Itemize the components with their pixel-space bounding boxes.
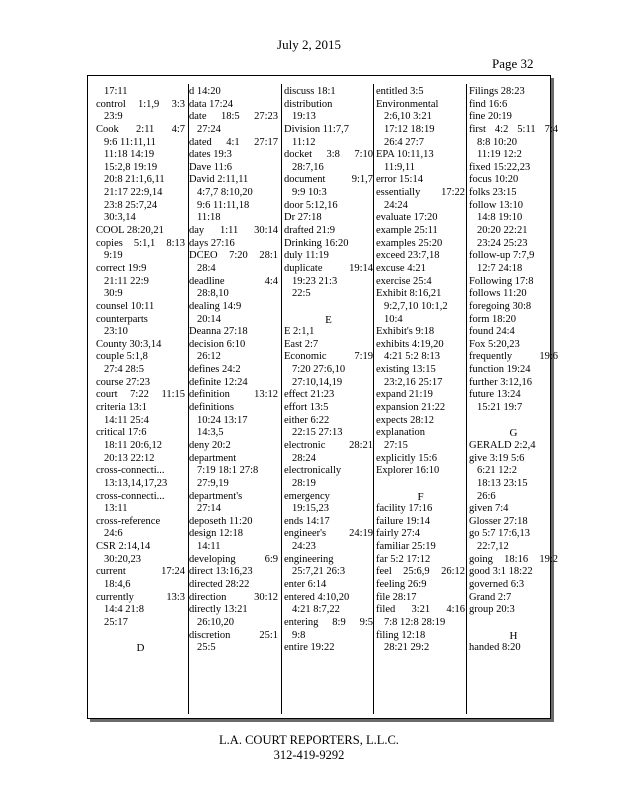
index-entry-line: filed 3:21 4:16 bbox=[376, 604, 465, 616]
index-entry-line: 15:2,8 19:19 bbox=[104, 161, 158, 173]
index-entry-line: 22:7,12 bbox=[477, 541, 509, 553]
index-entry-line: DCEO 7:20 28:1 bbox=[189, 250, 278, 262]
index-entry-line: entered 4:10,20 bbox=[284, 591, 350, 603]
word-index-frame bbox=[87, 75, 558, 719]
index-entry-line: 7:20 27:6,10 bbox=[292, 364, 346, 376]
index-entry-line: Cook 2:11 4:7 bbox=[96, 123, 185, 135]
index-entry-line: 21:11 22:9 bbox=[104, 275, 149, 287]
index-column-3 bbox=[284, 86, 373, 710]
index-entry-line: ends 14:17 bbox=[284, 515, 330, 527]
index-entry-line: effect 21:23 bbox=[284, 389, 335, 401]
index-entry-line: essentially 17:22 bbox=[376, 187, 465, 199]
index-entry-line: directly 13:21 bbox=[189, 604, 248, 616]
index-entry-line: 22:5 bbox=[292, 288, 311, 300]
index-entry-line: defines 24:2 bbox=[189, 364, 241, 376]
index-entry-line: further 3:12,16 bbox=[469, 376, 532, 388]
index-entry-line: 13:13,14,17,23 bbox=[104, 477, 168, 489]
footer-company: L.A. COURT REPORTERS, L.L.C. bbox=[219, 733, 399, 747]
index-entry-line: East 2:7 bbox=[284, 338, 319, 350]
index-entry-line: Environmental bbox=[376, 98, 439, 110]
index-entry-line: Division 11:7,7 bbox=[284, 123, 349, 135]
index-entry-line: definitions bbox=[189, 402, 234, 414]
index-entry-line: 21:17 22:9,14 bbox=[104, 187, 163, 199]
index-entry-line: 24:24 bbox=[384, 199, 408, 211]
column-divider bbox=[373, 84, 374, 714]
index-entry-line: critical 17:6 bbox=[96, 427, 147, 439]
index-entry-line: 4:7,7 8:10,20 bbox=[197, 187, 253, 199]
index-entry-line: document 9:1,7 bbox=[284, 174, 373, 186]
index-entry-line: 20:20 22:21 bbox=[477, 225, 528, 237]
column-divider bbox=[281, 84, 282, 714]
page-date: July 2, 2015 bbox=[277, 37, 341, 52]
index-entry-line: 28:21 29:2 bbox=[384, 642, 430, 654]
index-entry-line: examples 25:20 bbox=[376, 237, 443, 249]
index-entry-line: focus 10:20 bbox=[469, 174, 519, 186]
index-entry-line: 14:8 19:10 bbox=[477, 212, 523, 224]
index-column-4 bbox=[376, 86, 465, 710]
index-entry-line: 18:11 20:6,12 bbox=[104, 439, 162, 451]
index-entry-line: definite 12:24 bbox=[189, 376, 248, 388]
index-entry-line: discuss 18:1 bbox=[284, 86, 336, 97]
index-entry-line: drafted 21:9 bbox=[284, 225, 336, 237]
index-entry-line: couple 5:1,8 bbox=[96, 351, 148, 363]
index-entry-line: 27:14 bbox=[197, 503, 221, 515]
index-entry-line: 19:15,23 bbox=[292, 503, 330, 515]
index-entry-line: date 18:5 27:23 bbox=[189, 111, 278, 123]
index-entry-line: Drinking 16:20 bbox=[284, 237, 349, 249]
index-entry-line: 14:11 25:4 bbox=[104, 414, 149, 426]
index-entry-line: dated 4:1 27:17 bbox=[189, 136, 278, 148]
index-entry-line: 23:24 25:23 bbox=[477, 237, 528, 249]
index-entry-line: 6:21 12:2 bbox=[477, 465, 517, 477]
index-entry-line: dealing 14:9 bbox=[189, 300, 242, 312]
index-entry-line: department bbox=[189, 452, 237, 464]
index-entry-line: 25:7,21 26:3 bbox=[292, 566, 346, 578]
index-entry-line: enter 6:14 bbox=[284, 578, 327, 590]
index-entry-line: 19:13 bbox=[292, 111, 316, 123]
index-entry-line: 10:24 13:17 bbox=[197, 414, 248, 426]
index-entry-line: 26:4 27:7 bbox=[384, 136, 424, 148]
index-entry-line: find 16:6 bbox=[469, 98, 508, 110]
index-entry-line bbox=[469, 415, 558, 428]
index-entry-line: 11:12 bbox=[292, 136, 316, 148]
index-entry-line: fine 20:19 bbox=[469, 111, 512, 123]
index-entry-line: deposeth 11:20 bbox=[189, 515, 253, 527]
index-entry-line: design 12:18 bbox=[189, 528, 243, 540]
index-entry-line: 26:10,20 bbox=[197, 616, 235, 628]
index-entry-line: CSR 2:14,14 bbox=[96, 541, 151, 553]
index-entry-line: department's bbox=[189, 490, 243, 502]
index-entry-line: Economic 7:19 bbox=[284, 351, 373, 363]
index-entry-line: EPA 10:11,13 bbox=[376, 149, 434, 161]
index-column-2 bbox=[189, 86, 278, 710]
index-entry-line: directed 28:22 bbox=[189, 578, 250, 590]
index-entry-line: 2:6,10 3:21 bbox=[384, 111, 432, 123]
index-entry-line: 28:4 bbox=[197, 262, 216, 274]
index-entry-line: Fox 5:20,23 bbox=[469, 338, 520, 350]
index-entry-line: 30:3,14 bbox=[104, 212, 136, 224]
index-entry-line: good 3:1 18:22 bbox=[469, 566, 533, 578]
index-entry-line: 28:7,16 bbox=[292, 161, 324, 173]
index-entry-line: either 6:22 bbox=[284, 414, 330, 426]
index-entry-line: follow-up 7:7,9 bbox=[469, 250, 535, 262]
index-entry-line: counterparts bbox=[96, 313, 148, 325]
index-entry-line: data 17:24 bbox=[189, 98, 234, 110]
index-entry-line: 22:15 27:13 bbox=[292, 427, 343, 439]
index-entry-line: 27:15 bbox=[384, 439, 408, 451]
index-entry-line: correct 19:9 bbox=[96, 262, 147, 274]
index-entry-line: court 7:22 11:15 bbox=[96, 389, 185, 401]
index-entry-line: 23:8 25:7,24 bbox=[104, 199, 158, 211]
index-entry-line: engineering bbox=[284, 553, 334, 565]
index-entry-line: 20:8 21:1,6,11 bbox=[104, 174, 165, 186]
index-entry-line: expects 28:12 bbox=[376, 414, 435, 426]
index-entry-line: 11:9,11 bbox=[384, 161, 416, 173]
index-entry-line: exercise 25:4 bbox=[376, 275, 432, 287]
index-entry-line: failure 19:14 bbox=[376, 515, 430, 527]
index-entry-line: electronic 28:21 bbox=[284, 439, 373, 451]
index-entry-line: found 24:4 bbox=[469, 326, 515, 338]
index-entry-line bbox=[376, 478, 465, 491]
index-entry-line: 28:8,10 bbox=[197, 288, 229, 300]
index-entry-line: door 5:12,16 bbox=[284, 199, 338, 211]
index-entry-line: d 14:20 bbox=[189, 86, 221, 97]
index-entry-line: Dave 11:6 bbox=[189, 161, 233, 173]
index-entry-line: County 30:3,14 bbox=[96, 338, 162, 350]
index-entry-line: filing 12:18 bbox=[376, 629, 426, 641]
index-entry-line: 27:24 bbox=[197, 123, 221, 135]
index-entry-line: 24:6 bbox=[104, 528, 123, 540]
index-entry-line: Exhibit's 9:18 bbox=[376, 326, 435, 338]
index-entry-line: excuse 4:21 bbox=[376, 262, 426, 274]
index-entry-line: exhibits 4:19,20 bbox=[376, 338, 444, 350]
index-entry-line: 18:13 23:15 bbox=[477, 477, 528, 489]
index-entry-line: Filings 28:23 bbox=[469, 86, 525, 97]
index-entry-line: facility 17:16 bbox=[376, 503, 433, 515]
index-entry-line: form 18:20 bbox=[469, 313, 516, 325]
index-entry-line: 18:4,6 bbox=[104, 578, 131, 590]
index-entry-line: 24:23 bbox=[292, 541, 316, 553]
index-entry-line: explicitly 15:6 bbox=[376, 452, 437, 464]
index-section-letter: F bbox=[417, 490, 424, 503]
index-entry-line: go 5:7 17:6,13 bbox=[469, 528, 530, 540]
index-entry-line: entering 8:9 9:5 bbox=[284, 616, 373, 628]
index-entry-line: existing 13:15 bbox=[376, 364, 436, 376]
index-entry-line: decision 6:10 bbox=[189, 338, 246, 350]
index-entry-line: cross-connecti... bbox=[96, 490, 165, 502]
index-entry-line: frequently 19:6 bbox=[469, 351, 558, 363]
index-entry-line: fixed 15:22,23 bbox=[469, 161, 531, 173]
index-entry-line: dates 19:3 bbox=[189, 149, 232, 161]
index-entry-line: Following 17:8 bbox=[469, 275, 534, 287]
index-entry-line: COOL 28:20,21 bbox=[96, 225, 164, 237]
index-entry-line: 11:18 14:19 bbox=[104, 149, 155, 161]
index-entry-line: E 2:1,1 bbox=[284, 326, 315, 338]
index-entry-line: explanation bbox=[376, 427, 425, 439]
index-column-1 bbox=[96, 86, 185, 710]
index-entry-line: 10:4 bbox=[384, 313, 403, 325]
index-entry-line: day 1:11 30:14 bbox=[189, 225, 278, 237]
index-entry-line: Glosser 27:18 bbox=[469, 515, 528, 527]
index-entry-line: David 2:11,11 bbox=[189, 174, 249, 186]
index-entry-line: days 27:16 bbox=[189, 237, 235, 249]
index-entry-line: emergency bbox=[284, 490, 330, 502]
index-entry-line: folks 23:15 bbox=[469, 187, 517, 199]
index-entry-line: course 27:23 bbox=[96, 376, 150, 388]
index-entry-line: 25:5 bbox=[197, 642, 216, 654]
index-entry-line: 17:11 bbox=[104, 86, 128, 97]
index-column-5 bbox=[469, 86, 558, 710]
index-entry-line: fairly 27:4 bbox=[376, 528, 421, 540]
index-entry-line: handed 8:20 bbox=[469, 642, 521, 654]
index-entry-line: duly 11:19 bbox=[284, 250, 329, 262]
index-entry-line: 26:12 bbox=[197, 351, 221, 363]
index-entry-line: electronically bbox=[284, 465, 342, 477]
index-entry-line bbox=[469, 617, 558, 630]
index-entry-line: 4:21 8:7,22 bbox=[292, 604, 340, 616]
index-entry-line: function 19:24 bbox=[469, 364, 531, 376]
index-entry-line: give 3:19 5:6 bbox=[469, 452, 525, 464]
index-entry-line: first 4:2 5:11 7:4 bbox=[469, 123, 558, 135]
index-entry-line: 11:19 12:2 bbox=[477, 149, 522, 161]
index-entry-line: expansion 21:22 bbox=[376, 402, 446, 414]
index-entry-line: follow 13:10 bbox=[469, 199, 523, 211]
index-section-letter: G bbox=[509, 427, 518, 440]
index-entry-line: 14:11 bbox=[197, 541, 221, 553]
index-entry-line: 9:6 11:11,18 bbox=[197, 199, 250, 211]
column-divider bbox=[466, 84, 467, 714]
index-entry-line: Explorer 16:10 bbox=[376, 465, 440, 477]
index-entry-line: 20:14 bbox=[197, 313, 221, 325]
index-entry-line: engineer's 24:19 bbox=[284, 528, 373, 540]
index-entry-line: counsel 10:11 bbox=[96, 300, 155, 312]
index-entry-line: currently 13:3 bbox=[96, 591, 185, 603]
index-entry-line: current 17:24 bbox=[96, 566, 185, 578]
index-entry-line: group 20:3 bbox=[469, 604, 515, 616]
index-entry-line: exceed 23:7,18 bbox=[376, 250, 440, 262]
index-entry-line: 11:18 bbox=[197, 212, 221, 224]
index-entry-line: 26:6 bbox=[477, 490, 496, 502]
index-entry-line: governed 6:3 bbox=[469, 578, 525, 590]
index-entry-line: 19:23 21:3 bbox=[292, 275, 338, 287]
index-entry-line: Dr 27:18 bbox=[284, 212, 322, 224]
index-entry-line: 8:8 10:20 bbox=[477, 136, 517, 148]
index-entry-line: distribution bbox=[284, 98, 333, 110]
index-entry-line: entitled 3:5 bbox=[376, 86, 424, 97]
index-entry-line: 20:13 22:12 bbox=[104, 452, 155, 464]
index-entry-line: copies 5:1,1 8:13 bbox=[96, 237, 185, 249]
footer bbox=[0, 733, 618, 763]
index-entry-line: 27:10,14,19 bbox=[292, 376, 343, 388]
index-entry-line: Exhibit 8:16,21 bbox=[376, 288, 442, 300]
index-entry-line: 9:8 bbox=[292, 629, 306, 641]
index-entry-line: 28:19 bbox=[292, 477, 316, 489]
index-entry-line: familiar 25:19 bbox=[376, 541, 436, 553]
index-entry-line bbox=[284, 301, 373, 314]
index-entry-line: 15:21 19:7 bbox=[477, 402, 523, 414]
index-entry-line: 17:12 18:19 bbox=[384, 123, 435, 135]
index-entry-line: control 1:1,9 3:3 bbox=[96, 98, 185, 110]
index-entry-line: 14:3,5 bbox=[197, 427, 224, 439]
index-entry-line: 30:20,23 bbox=[104, 553, 142, 565]
index-entry-line: 14:4 21:8 bbox=[104, 604, 144, 616]
page-number: Page 32 bbox=[492, 56, 534, 71]
index-entry-line: 12:7 24:18 bbox=[477, 262, 523, 274]
index-entry-line: 9:6 11:11,11 bbox=[104, 136, 156, 148]
index-entry-line: far 5:2 17:12 bbox=[376, 553, 431, 565]
index-entry-line: deadline 4:4 bbox=[189, 275, 278, 287]
index-entry-line: 4:21 5:2 8:13 bbox=[384, 351, 441, 363]
index-entry-line: feeling 26:9 bbox=[376, 578, 427, 590]
index-entry-line: Grand 2:7 bbox=[469, 591, 512, 603]
index-entry-line: 13:11 bbox=[104, 503, 128, 515]
index-entry-line: 7:19 18:1 27:8 bbox=[197, 465, 259, 477]
index-entry-line: direction 30:12 bbox=[189, 591, 278, 603]
index-entry-line: error 15:14 bbox=[376, 174, 423, 186]
index-entry-line: feel 25:6,9 26:12 bbox=[376, 566, 465, 578]
index-entry-line: foregoing 30:8 bbox=[469, 300, 532, 312]
index-entry-line bbox=[96, 630, 185, 643]
index-section-letter: E bbox=[325, 313, 332, 326]
index-entry-line: docket 3:8 7:10 bbox=[284, 149, 373, 161]
index-entry-line: 9:2,7,10 10:1,2 bbox=[384, 300, 448, 312]
index-entry-line: criteria 13:1 bbox=[96, 402, 148, 414]
index-entry-line: cross-reference bbox=[96, 515, 161, 527]
index-entry-line: direct 13:16,23 bbox=[189, 566, 253, 578]
index-entry-line: expand 21:19 bbox=[376, 389, 433, 401]
index-entry-line: future 13:24 bbox=[469, 389, 521, 401]
index-entry-line: duplicate 19:14 bbox=[284, 262, 373, 274]
index-entry-line: 9:19 bbox=[104, 250, 123, 262]
index-entry-line: file 28:17 bbox=[376, 591, 417, 603]
index-section-letter: D bbox=[136, 642, 145, 655]
index-entry-line: cross-connecti... bbox=[96, 465, 165, 477]
index-entry-line: GERALD 2:2,4 bbox=[469, 439, 536, 451]
index-entry-line: evaluate 17:20 bbox=[376, 212, 438, 224]
index-entry-line: developing 6:9 bbox=[189, 553, 278, 565]
index-entry-line: entire 19:22 bbox=[284, 642, 335, 654]
index-entry-line: definition 13:12 bbox=[189, 389, 278, 401]
index-entry-line: going 18:16 19:2 bbox=[469, 553, 558, 565]
index-entry-line: 7:8 12:8 28:19 bbox=[384, 616, 446, 628]
index-entry-line: effort 13:5 bbox=[284, 402, 329, 414]
index-entry-line: 23:2,16 25:17 bbox=[384, 376, 443, 388]
index-entry-line: example 25:11 bbox=[376, 225, 438, 237]
index-entry-line: 23:9 bbox=[104, 111, 123, 123]
index-entry-line: 9:9 10:3 bbox=[292, 187, 327, 199]
index-entry-line: discretion 25:1 bbox=[189, 629, 278, 641]
index-section-letter: H bbox=[509, 629, 518, 642]
index-entry-line: deny 20:2 bbox=[189, 439, 231, 451]
index-entry-line: follows 11:20 bbox=[469, 288, 527, 300]
footer-phone: 312-419-9292 bbox=[273, 748, 345, 762]
index-entry-line: given 7:4 bbox=[469, 503, 509, 515]
index-entry-line: 30:9 bbox=[104, 288, 123, 300]
index-entry-line: Deanna 27:18 bbox=[189, 326, 248, 338]
index-entry-line: 23:10 bbox=[104, 326, 128, 338]
index-entry-line: 25:17 bbox=[104, 616, 128, 628]
index-entry-line: 27:9,19 bbox=[197, 477, 229, 489]
index-entry-line: 28:24 bbox=[292, 452, 316, 464]
index-entry-line: 27:4 28:5 bbox=[104, 364, 144, 376]
